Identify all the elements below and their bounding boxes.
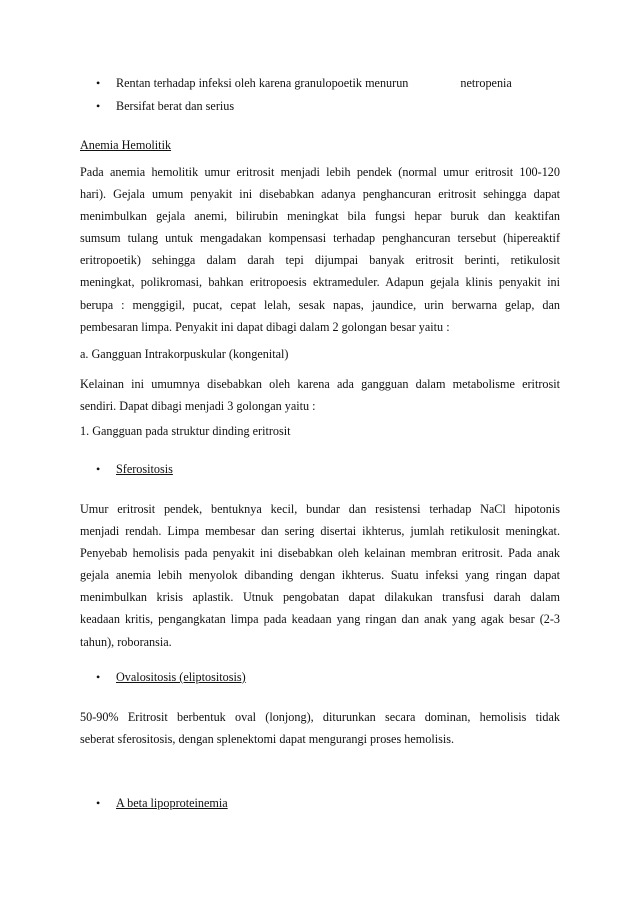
subheading-struktur-dinding: 1. Gangguan pada struktur dinding eritrosit xyxy=(80,424,291,438)
bullet-icon xyxy=(96,796,116,811)
bullet-icon xyxy=(96,670,116,685)
bullet-icon xyxy=(96,99,116,114)
bullet-item-berat: •Bersifat berat dan serius xyxy=(96,99,234,114)
paragraph-kelainan: Kelainan ini umumnya disebabkan oleh karena ada gangguan dalam metabolisme eritrosit sendiri. Dapat dibagi menjadi 3 golongan yaitu : xyxy=(80,377,560,414)
bullet-item-sferositosis: •Sferositosis xyxy=(96,462,173,477)
bullet-icon xyxy=(96,76,116,91)
bullet-item-abeta: •A beta lipoproteinemia xyxy=(96,796,228,811)
bullet-tail-text: netropenia xyxy=(460,76,512,90)
bullet-item-ovalositosis: •Ovalositosis (eliptositosis) xyxy=(96,670,246,685)
bullet-item-infeksi: •Rentan terhadap infeksi oleh karena granulopoetik menurun netropenia xyxy=(96,76,512,91)
heading-anemia-hemolitik: Anemia Hemolitik xyxy=(80,138,172,152)
paragraph-hemolitik: Pada anemia hemolitik umur eritrosit menjadi lebih pendek (normal umur eritrosit 100-120 hari). Gejala umum penyakit ini disebabkan adanya penghancuran eritrosit sehingga dapat menimbulkan gejala anemi, bilirubin meningkat bila fungsi hepar buruk dan keaktifan sumsum tulang untuk mengadakan kompensasi terhadap penghancuran tersebut (hipereaktif eritropoetik) sehingga dalam darah tepi dijumpai banyak eritrosit berinti, retikulosit meningkat, polikromasi, bahkan eritropoesis ektrameduler. Adapun gejala klinis penyakit ini berupa : menggigil, pucat, cepat lelah, sesak napas, jaundice, urin berwarna gelap, dan pembesaran limpa. Penyakit ini dapat dibagi dalam 2 golongan besar yaitu : xyxy=(80,165,560,334)
subheading-intrakorpuskular: a. Gangguan Intrakorpuskular (kongenital) xyxy=(80,347,289,361)
bullet-icon xyxy=(96,462,116,477)
paragraph-ovalositosis: 50-90% Eritrosit berbentuk oval (lonjong), diturunkan secara dominan, hemolisis tidak seberat sferositosis, dengan splenektomi dapat mengurangi proses hemolisis. xyxy=(80,710,560,747)
paragraph-sferositosis: Umur eritrosit pendek, bentuknya kecil, bundar dan resistensi terhadap NaCl hipotonis menjadi rendah. Limpa membesar dan sering disertai ikhterus, jumlah retikulosit meningkat. Penyebab hemolisis pada penyakit ini disebabkan oleh kelainan membran eritrosit. Pada anak gejala anemia lebih menyolok dibanding dengan ikhterus. Suatu infeksi yang ringan dapat menimbulkan krisis aplastik. Utnuk pengobatan dapat dilakukan transfusi darah dalam keadaan kritis, pengangkatan limpa pada keadaan yang ringan dan anak yang agak besar (2-3 tahun), roboransia. xyxy=(80,502,560,649)
